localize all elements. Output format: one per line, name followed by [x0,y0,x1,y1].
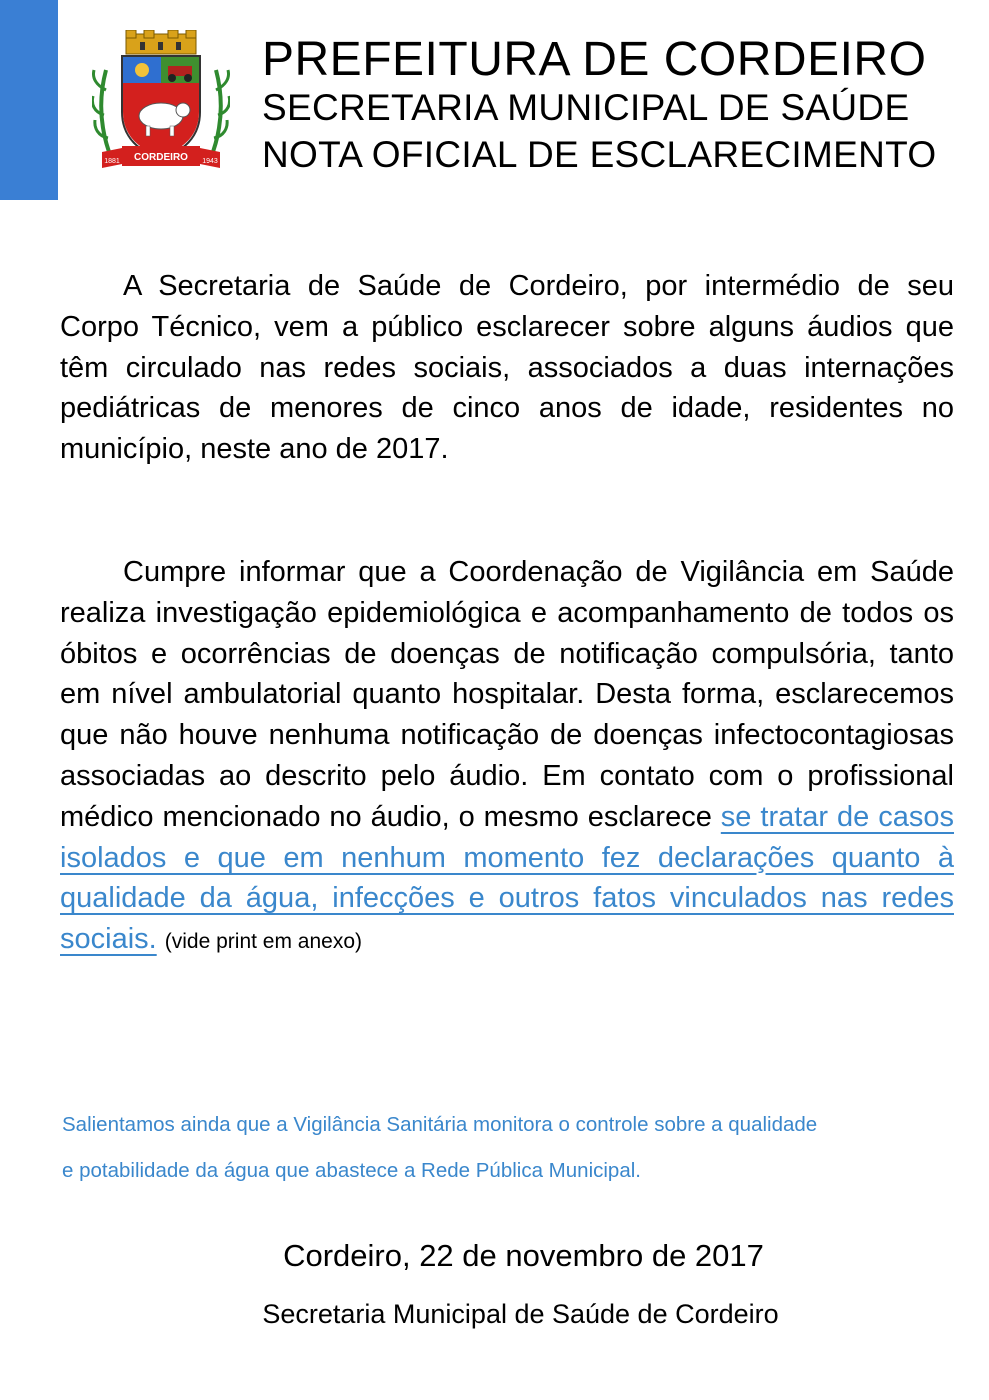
crest-year-right: 1943 [202,158,218,165]
crest-year-left: 1881 [104,158,120,165]
paragraph-2-text: Cumpre informar que a Coordenação de Vigilância em Saúde realiza investigação epidemiológica e acompanhamento de todos os óbitos e ocorrências de doenças de notificação compulsória, tanto em nível ambulatorial quanto hospitalar. Desta forma, esclarecemos que não houve nenhuma notificação de doenças infectocontagiosas associadas ao descrito pelo áudio. Em contato com o profissional médico mencionado no áudio, o mesmo esclarece [60,556,954,833]
sanitary-note [62,1102,982,1194]
paragraph-1-text: A Secretaria de Saúde de Cordeiro, por intermédio de seu Corpo Técnico, vem a público esclarecer sobre alguns áudios que têm circulado nas redes sociais, associados a duas internações pediátricas de menores de cinco anos de idade, residentes no município, neste ano de 2017. [60,270,954,466]
sanitary-note-line-2: e potabilidade da água que abastece a Rede Pública Municipal. [62,1159,641,1182]
paragraph-2 [60,552,954,963]
crest-banner: CORDEIRO [134,152,188,163]
accent-bar [0,0,58,200]
coat-of-arms-logo [92,30,230,172]
sanitary-note-line-1: Salientamos ainda que a Vigilância Sanitária monitora o controle sobre a qualidade [62,1113,818,1136]
highlighted-statement: se tratar de casos isolados e que em nenhum momento fez declarações quanto à qualidade da água, infecções e outros fatos vinculados nas redes sociais. [60,800,955,956]
department-title: SECRETARIA MUNICIPAL DE SAÚDE [262,87,910,128]
document-header [262,33,977,175]
date-line: Cordeiro, 22 de novembro de 2017 [283,1238,764,1273]
annex-note: (vide print em anexo) [164,930,363,954]
paragraph-1 [60,266,954,470]
signature: Secretaria Municipal de Saúde de Cordeiro [262,1299,779,1329]
document-type-title: NOTA OFICIAL DE ESCLARECIMENTO [262,134,937,175]
page-title: PREFEITURA DE CORDEIRO [262,33,927,86]
